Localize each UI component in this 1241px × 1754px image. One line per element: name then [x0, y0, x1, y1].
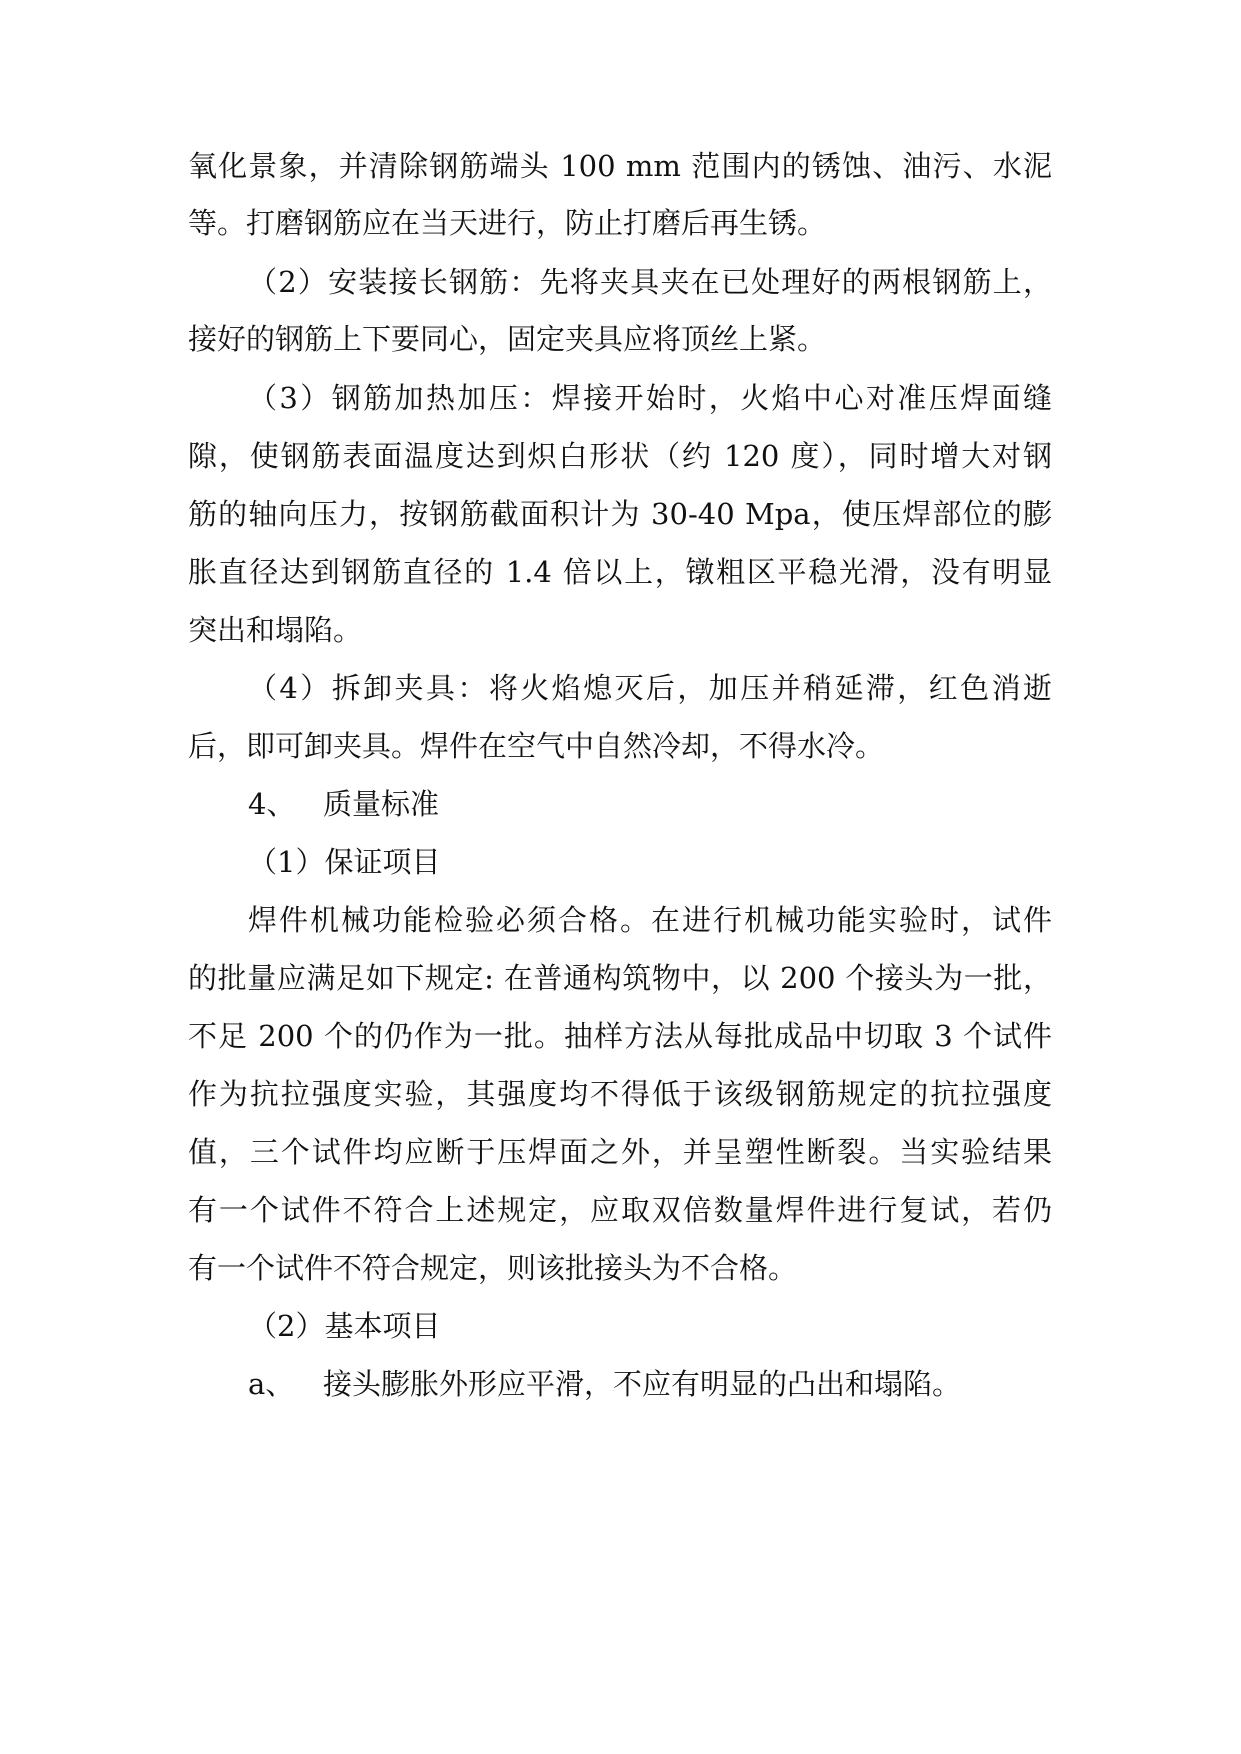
paragraph-line: 等。打磨钢筋应在当天进行，防止打磨后再生锈。 — [188, 206, 827, 240]
paragraph-line: 焊件机械功能检验必须合格。在进行机械功能实验时，试件 — [248, 903, 1052, 937]
paragraph-line: 的批量应满足如下规定: 在普通构筑物中，以 200 个接头为一批， — [188, 961, 1052, 995]
paragraph-line: 氧化景象，并清除钢筋端头 100 mm 范围内的锈蚀、油污、水泥 — [188, 149, 1052, 183]
paragraph-line: 隙，使钢筋表面温度达到炽白形状（约 120 度），同时增大对钢 — [188, 439, 1052, 473]
subsection-heading: （2）基本项目 — [248, 1309, 441, 1343]
paragraph-line: 有一个试件不符合规定，则该批接头为不合格。 — [188, 1251, 798, 1285]
paragraph-line: 筋的轴向压力，按钢筋截面积计为 30-40 Mpa，使压焊部位的膨 — [188, 497, 1052, 531]
paragraph-line: （2）安装接长钢筋：先将夹具夹在已处理好的两根钢筋上， — [248, 265, 1052, 299]
paragraph-line: 作为抗拉强度实验，其强度均不得低于该级钢筋规定的抗拉强度 — [188, 1077, 1052, 1111]
paragraph-line: （4）拆卸夹具：将火焰熄灭后，加压并稍延滞，红色消逝 — [248, 671, 1052, 705]
paragraph-line: 后，即可卸夹具。焊件在空气中自然冷却，不得水冷。 — [188, 729, 885, 763]
paragraph-line: 值，三个试件均应断于压焊面之外，并呈塑性断裂。当实验结果 — [188, 1135, 1052, 1169]
paragraph-line: 胀直径达到钢筋直径的 1.4 倍以上，镦粗区平稳光滑，没有明显 — [188, 555, 1052, 589]
list-item-text: 接头膨胀外形应平滑，不应有明显的凸出和塌陷。 — [323, 1367, 962, 1401]
list-item — [248, 1364, 961, 1404]
paragraph-line: 有一个试件不符合上述规定，应取双倍数量焊件进行复试，若仍 — [188, 1193, 1052, 1227]
paragraph-line: 不足 200 个的仍作为一批。抽样方法从每批成品中切取 3 个试件 — [188, 1019, 1052, 1053]
subsection-heading: （1）保证项目 — [248, 845, 441, 879]
section-title: 质量标准 — [323, 787, 440, 821]
list-item-marker: a、 — [248, 1367, 295, 1401]
paragraph-line: （3）钢筋加热加压：焊接开始时，火焰中心对准压焊面缝 — [248, 381, 1052, 415]
section-heading — [248, 784, 439, 824]
paragraph-line: 接好的钢筋上下要同心，固定夹具应将顶丝上紧。 — [188, 322, 827, 356]
section-number: 4、 — [248, 787, 296, 821]
paragraph-line: 突出和塌陷。 — [188, 613, 363, 647]
